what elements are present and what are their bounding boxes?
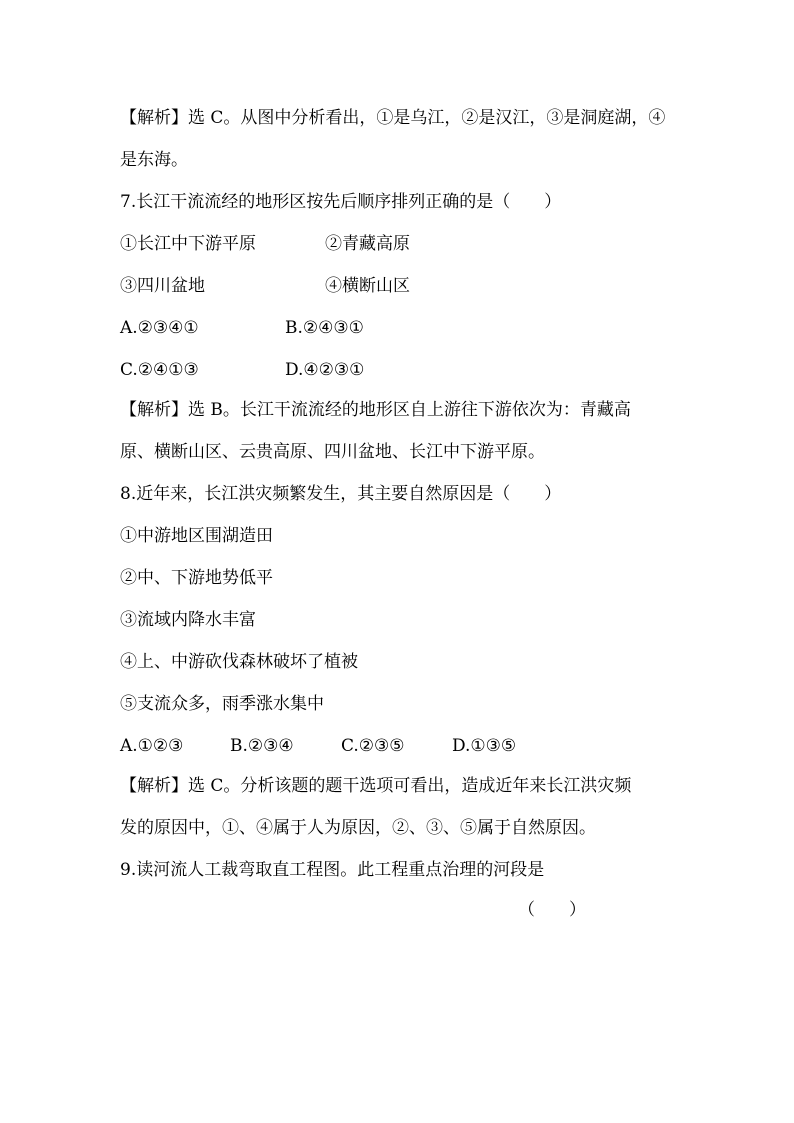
analysis-8-line-2: 发的原因中，①、④属于人为原因，②、③、⑤属于自然原因。 (120, 818, 596, 838)
question-7-stem: 7.长江干流流经的地形区按先后顺序排列正确的是（ ） (120, 192, 562, 212)
question-8-option-d: D.①③⑤ (452, 736, 517, 756)
analysis-6-line-1: 【解析】选 C。从图中分析看出，①是乌江，②是汉江，③是洞庭湖，④ (120, 108, 666, 128)
question-8-item-5: ⑤支流众多，雨季涨水集中 (120, 694, 324, 714)
question-7-item-2: ②青藏高原 (325, 234, 410, 254)
question-7-item-1: ①长江中下游平原 (120, 234, 256, 254)
analysis-7-line-2: 原、横断山区、云贵高原、四川盆地、长江中下游平原。 (120, 442, 545, 462)
question-7-option-b: B.②④③① (285, 318, 364, 338)
analysis-6-line-2: 是东海。 (120, 150, 188, 170)
analysis-7-line-1: 【解析】选 B。长江干流流经的地形区自上游往下游依次为：青藏高 (120, 400, 631, 420)
question-7-option-d: D.④②③① (285, 360, 365, 380)
question-7-item-4: ④横断山区 (325, 276, 410, 296)
question-8-item-4: ④上、中游砍伐森林破坏了植被 (120, 652, 358, 672)
question-7-option-c: C.②④①③ (120, 360, 199, 380)
question-9-answer-bracket: （ ） (518, 900, 586, 920)
question-8-stem: 8.近年来，长江洪灾频繁发生，其主要自然原因是（ ） (120, 484, 562, 504)
question-9-stem: 9.读河流人工裁弯取直工程图。此工程重点治理的河段是 (120, 860, 545, 880)
question-8-option-c: C.②③⑤ (341, 736, 405, 756)
analysis-8-line-1: 【解析】选 C。分析该题的题干选项可看出，造成近年来长江洪灾频 (120, 776, 632, 796)
question-8-option-b: B.②③④ (230, 736, 294, 756)
question-8-item-1: ①中游地区围湖造田 (120, 526, 273, 546)
question-7-item-3: ③四川盆地 (120, 276, 205, 296)
question-8-item-2: ②中、下游地势低平 (120, 568, 273, 588)
question-8-item-3: ③流域内降水丰富 (120, 610, 256, 630)
question-7-option-a: A.②③④① (120, 318, 199, 338)
question-8-option-a: A.①②③ (120, 736, 184, 756)
